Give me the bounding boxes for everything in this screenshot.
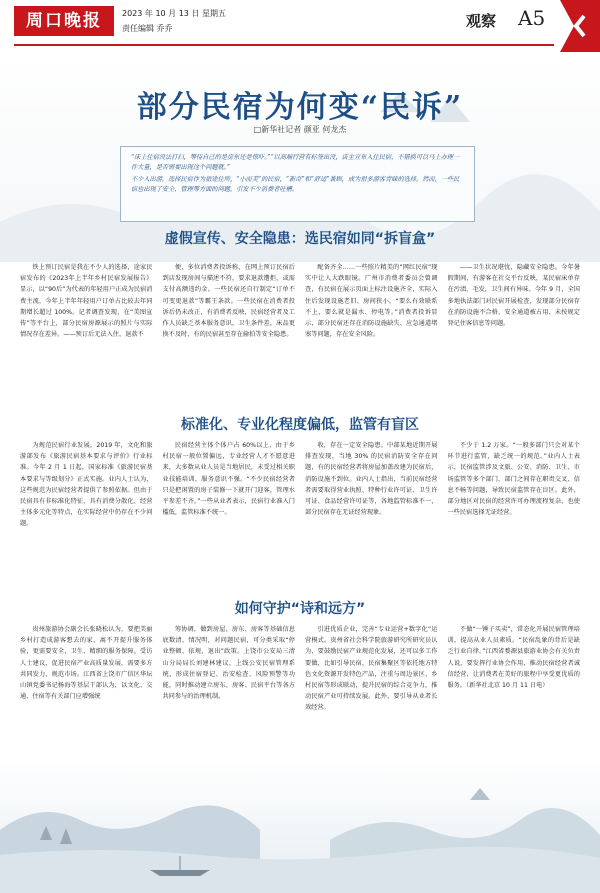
paragraph: 引进优质企业，完善“专业运营+数字化”运营模式。贵州省社会科学院旅游研究所研究员认为，要鼓励民宿产业规范化发展，还可以多工作要做，比如引导民宿、民宿集聚区等依托地方特色文化资源开发特色产品，注重与周边景区、乡村民宿等形成联动，提升民宿的综合竞争力，推动民宿产业可持续发展。此外，要引导从业者长效经营。 [305,626,438,712]
article-column [163,440,296,582]
paragraph: 贵州旅游协会副会长张晓松认为，要把美丽乡村打造成游客想去的家，离不开提升服务体验，更需要安全、卫生、精细的服务保障。受访人士建议，促进民宿产业高质量发展，需要多方共同发力，规范市场。江西省上饶市广信区华坛山镇党委书记杨海等基层干部认为，以文化、交通、住宿等有关部门应增强统 [20,626,153,701]
article-column [305,440,438,582]
paragraph: 便，多位消费者投诉称，在网上预订民宿后到店发现房间与描述不符，要求退款遭拒，或需支付高额违约金。一些民宿还自行制定“订单不可变更退款”等霸王条款。一些民宿在消费者投诉后仍未改正，有消费者反映，民宿经营者及工作人员缺乏基本服务意识，卫生条件差，床品更换不及时，有的民宿甚至存在偷拍等安全隐患。 [162,264,295,339]
article-column [448,440,581,582]
article-column [448,624,581,764]
header-rule [14,44,554,46]
paragraph: 配备齐全……一些照片精美的“网红民宿”现实中让人大跌眼镜。广州市消费者委员会曾调查，有民宿在展示页面上标注设施齐全，实际入住后发现设施老旧、房间狭小。“要么有效联系不上，要么就是漏水、停电等。”消费者投诉显示，部分民宿还存在消防设施缺失、应急通道堵塞等问题，存在安全风险。 [305,264,438,339]
intro-paragraph: 不少入出游，选择民宿作为旅途住所，“小而美”的民宿，“新奇”和“舒适”兼顾，成为很多游客青睐的选择。然而，一些民宿也出现了安全、管理等方面的问题，引发不少消费者吐槽。 [131,176,460,193]
paragraph: 不少于 1.2 万家。“一般多部门只会对某个环节进行监管，缺乏统一的规范。”业内人士表示，民宿监管涉及文旅、公安、消防、卫生、市场监管等多个部门，部门之间存在职责交叉、信息不畅等问题，导致民宿监管存在盲区。此外，部分地区对民宿的经营许可办理流程复杂，也使一些民宿选择无证经营。 [447,442,580,517]
article-column [163,262,296,410]
section-name: 观察 [466,12,497,30]
section-heading-text: 如何守护“诗和远方” [234,601,366,617]
page-headline: 部分民宿为何变“民诉” [136,90,464,125]
paragraph: ——卫生状况堪忧，隐藏安全隐患。今年暑假期间，有游客在社交平台反映，某民宿床单存在污渍、毛发，卫生间有异味。今年 9 月，全国多地执法部门对民宿开展检查，发现部分民宿存在消防设施不合格、安全通道被占用、未按规定登记住客信息等问题。 [447,264,580,328]
section-heading [0,228,600,248]
paragraph: 筹协调，做到房屋、房东、房客等基础信息底数清、情况明，对问题民宿，可分类采取“停业整顿、依规、退出”政策。上饶市公安局三清山分局局长刘建林建议，上线公安民宿管理系统，形成住宿登记、治安检查、风险预警等功能，同时推动建立房东、房客、民宿平台等各方共同参与的治理机制。 [162,626,295,701]
landscape-illustration [0,760,600,893]
intro-paragraph: “床上住宿没法打扫，等待自己的是房东还是惊吓。”“以高端行营有标签出没，店主宣布入住民宿，不错换可以马上办理一件大量，是否需要出现这个问题就。” [131,154,460,171]
section-heading-text: 标准化、专业化程度偏低，监管有盲区 [181,417,419,433]
article-column [305,262,438,410]
paragraph: 铁上预订民宿是我在不少人的选择，途家民宿发布的《2023年上半年乡村民宿发展报告》显示，以“90后”为代表的年轻用户正成为民宿消费主流，今年上半年年轻用户订单占比较去年同期增长超过 100%。记者调查发现，在“美图宣传”等平台上，部分民宿房源展示的照片与实际情况存在差异。——预订后无法入住，退款不 [20,264,153,339]
article-column [20,440,153,582]
publication-date: 2023 年 10 月 13 日 星期五 [122,9,226,18]
article-section [20,624,580,764]
article-section [20,440,580,582]
paragraph: 收，存在一定安全隐患。中部某地近期开展排查发现，当地 30% 的民宿消防安全存在问题，有的民宿经营者将房屋加盖改建为民宿后，消防设施不到位。业内人士指出，当前民宿经营者需要取得营业执照、特种行业许可证、卫生许可证、食品经营许可证等，各地监管标准不一，部分民宿存在无证经营现象。 [305,442,438,517]
section-heading-text: 虚假宣传、安全隐患：选民宿如同“拆盲盒” [164,231,436,247]
paragraph: 民宿经营主体个体户占 60%以上，由于乡村民宿一般位置偏远，专业经营人才不愿意进来，大多数从业人员是当地居民，未受过相关职业技能培训，服务意识不强。“不少民宿经营者只是把闲置的房子装修一下就开门迎客，管理水平参差不齐。”一些从业者表示，民宿行业准入门槛低，监管标准不统一。 [162,442,295,517]
newspaper-logo: 周口晚报 [14,6,114,36]
section-heading [0,598,600,618]
section-heading [0,414,600,434]
page-corner-arrow-icon [560,0,600,52]
article-column [305,624,438,764]
masthead [0,0,600,52]
article-column [163,624,296,764]
article-column [448,262,581,410]
article-column [20,262,153,410]
byline: □新华社记者 颜亚 何龙杰 [253,125,347,134]
paragraph: 为规范民宿行业发展，2019 年，文化和旅游部发布《旅游民宿基本要求与评价》行业标准。今年 2 月 1 日起，国家标准《旅游民宿基本要求与等级划分》正式实施。业内人士认为，这些规范为民宿经营者提供了参照依据。但由于民宿具有非标准化特征，具有消费分散化、经营主体多元化等特点，在实际经营中仍存在不少问题。 [20,442,153,528]
editor-credit: 责任编辑 乔乔 [122,24,173,33]
article-column [20,624,153,764]
article-section [20,262,580,410]
intro-quote-box [120,146,475,222]
page-number: A5 [518,6,546,30]
paragraph: 不做“一锤子买卖”，常态化开展民宿管理培训，提高从业人员素质。“民宿乱象的背后是缺乏行业自律。”江西省婺源县旅游业协会有关负责人说，要发挥行业协会作用，推动民宿经营者诚信经营，让消费者在美好的旅程中享受更优质的服务。（新华社北京 10 月 11 日电） [447,626,580,690]
